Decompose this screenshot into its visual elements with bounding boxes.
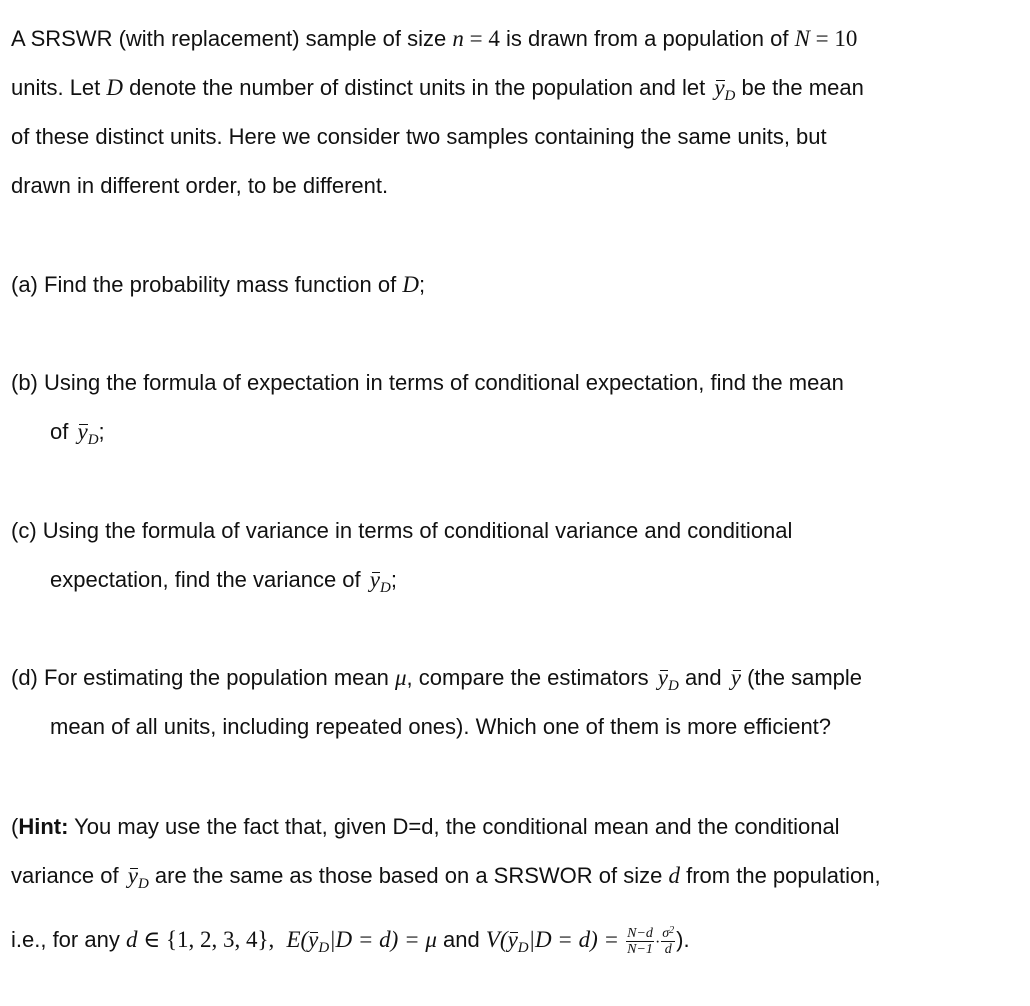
part-c-label: (c) (11, 518, 37, 543)
hint-line-2: variance of $y_D$ are the same as those based on a SRSWOR of size d from the population, (11, 863, 881, 892)
intro-text-1: A SRSWR (with replacement) sample of size n = 4 is drawn from a population of N = 10 (11, 26, 858, 51)
part-c (11, 516, 979, 546)
part-a: (a) Find the probability mass function of D; (11, 272, 426, 297)
intro-text-3: of these distinct units. Here we consider two samples containing the same units, but (11, 124, 827, 149)
ybar-D-symbol: $y_D$ (657, 665, 679, 694)
intro-line-2: units. Let D denote the number of distinct units in the population and let $y_D$ be the mean (11, 75, 864, 104)
ybar-D-symbol: $y_D$ (77, 419, 99, 448)
intro-line-1 (11, 24, 979, 54)
n-symbol: n (452, 26, 464, 51)
part-c-line-2: expectation, find the variance of $y_D$; (50, 567, 397, 596)
part-b-label: (b) (11, 370, 38, 395)
part-b-line-2: of $y_D$; (50, 419, 105, 448)
part-d: (d) For estimating the population mean μ, compare the estimators $y_D$ and y (the sample (11, 665, 863, 694)
hint-label: Hint: (18, 814, 69, 839)
fraction-N-minus-d: $\frac{N-d}{N-1}$ (627, 925, 653, 957)
ybar-D-symbol: $y_D$ (714, 75, 736, 104)
mu-symbol: μ (395, 665, 407, 690)
hint-line-1 (11, 812, 979, 842)
D-symbol: D (106, 75, 124, 100)
N-symbol: N (794, 26, 810, 51)
part-d-line-2: mean of all units, including repeated ones). Which one of them is more efficient? (50, 714, 832, 739)
ybar-D-symbol: $y_D$ (369, 567, 391, 596)
intro-line-3 (11, 122, 979, 152)
part-c-text: (c) Using the formula of variance in terms of conditional variance and conditional (11, 518, 793, 543)
part-d-label: (d) (11, 665, 38, 690)
ybar-D-symbol: $y_D$ (308, 927, 330, 956)
hint-line-3: i.e., for any d ∈ {1, 2, 3, 4}, $E(y_D|D = d) = \mu$ and $V(y_D|D = d)$ = $\frac{N-d}{N-1}$ · $\frac{\sigma^2}{d}$ ). (11, 920, 979, 960)
fraction-sigma-squared-over-d: $\frac{\sigma^2}{d}$ (662, 924, 675, 957)
ybar-symbol: y (730, 665, 741, 690)
part-a-label: (a) (11, 272, 38, 297)
part-b: (b) Using the formula of expectation in terms of conditional expectation, find the mean (11, 370, 844, 395)
ybar-D-symbol: $y_D$ (507, 927, 529, 956)
intro-line-4: drawn in different order, to be different. (11, 173, 389, 198)
hint-text-1: (Hint: You may use the fact that, given D=d, the conditional mean and the conditional (11, 814, 840, 839)
ybar-D-symbol: $y_D$ (127, 863, 149, 892)
